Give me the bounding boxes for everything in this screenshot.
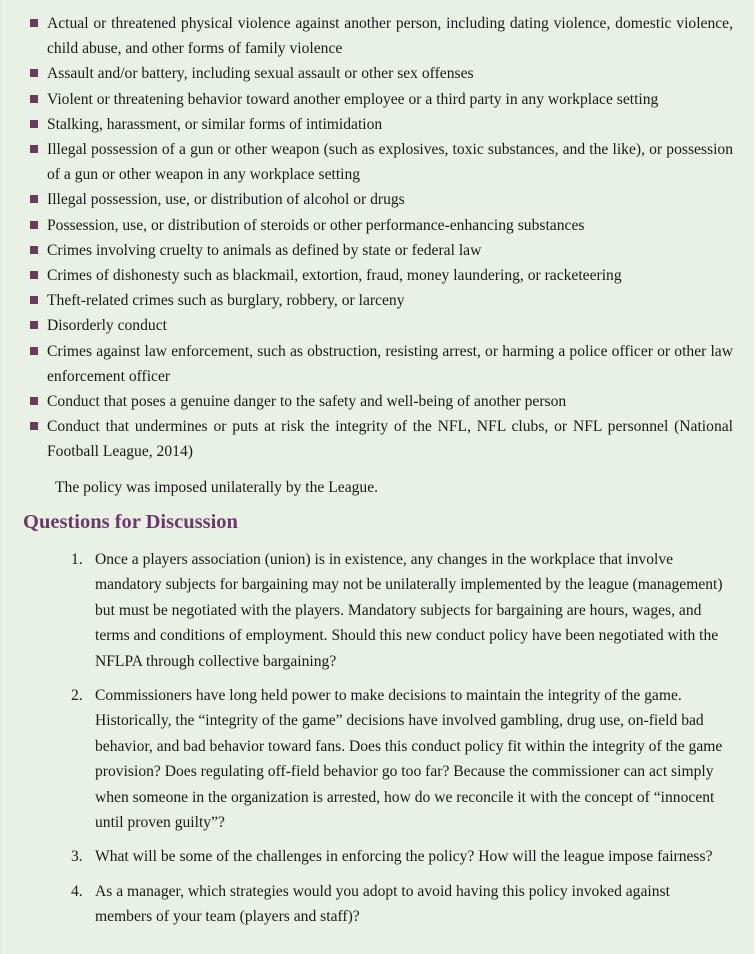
list-item-text: Assault and/or battery, including sexual assault or other sex offenses — [47, 65, 474, 83]
list-item — [27, 87, 733, 112]
square-bullet-icon — [30, 120, 38, 128]
list-item — [27, 313, 733, 338]
question-text: Commissioners have long held power to make decisions to maintain the integrity of the game. Historically, the “integrity of the game” decisions have involved gambling, drug use, on-field bad behavior, and bad behavior toward fans. Does this conduct policy fit within the integrity of the game provision? Does regulating off-field behavior go too far? Because the commissioner can act simply when someone in the organization is arrested, how do we reconcile it with the concept of “innocent until proven guilty”? — [95, 687, 723, 832]
list-item — [27, 11, 733, 61]
list-item — [27, 61, 733, 86]
list-item — [27, 112, 733, 137]
list-item-text: Crimes involving cruelty to animals as defined by state or federal law — [47, 241, 482, 259]
discussion-heading: Questions for Discussion — [23, 511, 238, 533]
square-bullet-icon — [30, 422, 38, 430]
square-bullet-icon — [30, 271, 38, 279]
list-item — [27, 339, 733, 389]
question-number: 2. — [71, 687, 83, 705]
list-item-text: Illegal possession of a gun or other weapon (such as explosives, toxic substances, and the like), or possession of a gun or other weapon in any workplace setting — [47, 141, 733, 184]
square-bullet-icon — [30, 69, 38, 77]
list-item-text: Disorderly conduct — [47, 317, 167, 335]
square-bullet-icon — [30, 195, 38, 203]
square-bullet-icon — [30, 347, 38, 355]
question-number: 1. — [71, 551, 83, 568]
square-bullet-icon — [30, 221, 38, 229]
list-item — [27, 414, 733, 464]
prohibited-conduct-list — [27, 11, 733, 465]
policy-closing-paragraph: The policy was imposed unilaterally by the League. — [55, 479, 379, 496]
question-item — [71, 879, 725, 930]
list-item — [27, 389, 733, 414]
question-text: Once a players association (union) is in existence, any changes in the workplace that involve mandatory subjects for bargaining may not be unilaterally implemented by the league (management) but must be negotiated with the players. Mandatory subjects for bargaining are hours, wages, and terms and conditions of employment. Should this new conduct policy have been negotiated with the NFLPA through collective bargaining? — [95, 551, 723, 670]
square-bullet-icon — [30, 397, 38, 405]
list-item-text: Conduct that poses a genuine danger to the safety and well-being of another person — [47, 393, 567, 411]
discussion-questions-list — [71, 547, 725, 939]
question-item — [71, 547, 725, 674]
square-bullet-icon — [30, 246, 38, 254]
square-bullet-icon — [30, 145, 38, 153]
list-item-text: Stalking, harassment, or similar forms of intimidation — [47, 115, 383, 133]
list-item — [27, 263, 733, 288]
square-bullet-icon — [30, 19, 38, 27]
list-item-text: Actual or threatened physical violence against another person, including dating violence, domestic violence, child abuse, and other forms of family violence — [47, 15, 733, 58]
list-item-text: Theft-related crimes such as burglary, robbery, or larceny — [47, 292, 405, 310]
list-item-text: Conduct that undermines or puts at risk the integrity of the NFL, NFL clubs, or NFL personnel (National Football League, 2014) — [47, 418, 733, 461]
list-item — [27, 137, 733, 187]
list-item-text: Illegal possession, use, or distribution of alcohol or drugs — [47, 191, 405, 209]
list-item-text: Possession, use, or distribution of steroids or other performance-enhancing substances — [47, 216, 585, 234]
list-item — [27, 288, 733, 313]
list-item — [27, 187, 733, 212]
list-item-text: Crimes against law enforcement, such as obstruction, resisting arrest, or harming a police officer or other law enforcement officer — [47, 342, 733, 385]
list-item-text: Crimes of dishonesty such as blackmail, extortion, fraud, money laundering, or racketeering — [47, 267, 622, 285]
question-number: 4. — [71, 882, 83, 900]
question-item — [71, 683, 725, 835]
question-text: As a manager, which strategies would you adopt to avoid having this policy invoked against members of your team (players and staff)? — [95, 882, 670, 926]
question-number: 3. — [71, 848, 83, 866]
list-item — [27, 238, 733, 263]
question-item — [71, 844, 725, 869]
square-bullet-icon — [30, 296, 38, 304]
list-item — [27, 213, 733, 238]
square-bullet-icon — [30, 95, 38, 103]
question-text: What will be some of the challenges in enforcing the policy? How will the league impose fairness? — [95, 848, 713, 866]
square-bullet-icon — [30, 321, 38, 329]
list-item-text: Violent or threatening behavior toward another employee or a third party in any workplace setting — [47, 90, 659, 108]
